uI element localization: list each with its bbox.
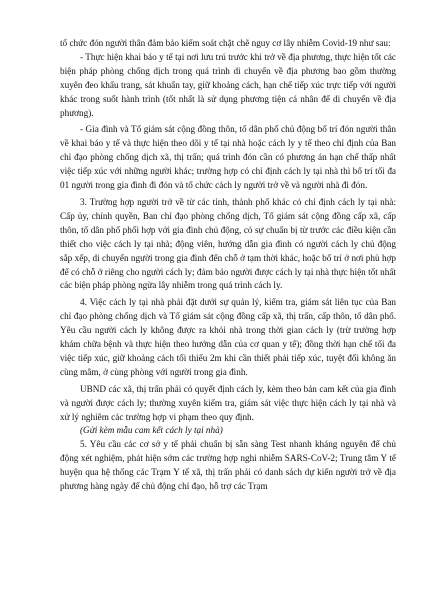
paragraph-bullet-declaration: - Thực hiện khai báo y tế tại nơi lưu trú trước khi trở về địa phương, thực hiện tốt các biện pháp phòng chống dịch trong quá trình di chuyển về địa phương bao gồm thường xuyên đeo khẩu trang, sát khuẩn tay, giữ khoảng cách, hạn chế tiếp xúc trực tiếp với người khác trong suốt hành trình (tốt nhất là sử dụng phương tiện cá nhân để di chuyển về địa phương).	[60, 51, 396, 118]
paragraph-section-4: 4. Việc cách ly tại nhà phải đặt dưới sự quản lý, kiểm tra, giám sát liên tục của Ban chỉ đạo phòng chống dịch và Tổ giám sát cộng đồng cấp xã, thị trấn, cấp thôn, tổ dân phố. Yêu cầu người cách ly không được ra khỏi nhà trong thời gian cách ly (trừ trường hợp khám chữa bệnh và thực hiện theo hướng dẫn của cơ quan y tế); đồng thời hạn chế tối đa việc tiếp xúc, giữ khoảng cách tối thiểu 2m khi cần thiết phải tiếp xúc, tuyệt đối không ăn cùng mâm, ở cùng phòng với người trong gia đình.	[60, 297, 396, 377]
paragraph-intro: tổ chức đón người thân đảm bảo kiểm soát chặt chẽ nguy cơ lây nhiễm Covid-19 như sau:	[60, 38, 391, 48]
paragraph-ubnd: UBND các xã, thị trấn phải có quyết định cách ly, kèm theo bản cam kết của gia đình và người được cách ly; thường xuyên kiểm tra, giám sát việc thực hiện cách ly tại nhà và xử lý nghiêm các trường hợp vi phạm theo quy định.	[60, 383, 396, 422]
paragraph-attachment-note: (Gửi kèm mẫu cam kết cách ly tại nhà)	[80, 425, 223, 436]
paragraph-section-5: 5. Yêu cầu các cơ sở y tế phải chuẩn bị sẵn sàng Test nhanh kháng nguyên để chủ động xét nghiệm, phát hiện sớm các trường hợp nghi nhiễm SARS-CoV-2; Trung tâm Y tế huyện qua hệ thống các Trạm Y tế xã, thị trấn phải có danh sách dự kiến người trở về địa phương hàng ngày để chủ động chỉ đạo, hỗ trợ các Trạm	[60, 439, 396, 492]
paragraph-bullet-family: - Gia đình và Tổ giám sát cộng đồng thôn, tổ dân phố chủ động bố trí đón người thân về khai báo y tế và thực hiện theo dõi y tế tại nhà hoặc cách ly y tế theo chỉ định của Ban chỉ đạo phòng chống dịch xã, thị trấn; quá trình đón cần có phương án hạn chế thấp nhất việc tiếp xúc với những người khác; trường hợp có chỉ định cách ly tại nhà thì bố trí tối đa 01 người trong gia đình đi đón và tổ chức cách ly người trở về và người nhà đi đón.	[60, 124, 396, 191]
document-page	[60, 37, 396, 494]
paragraph-section-3: 3. Trường hợp người trở về từ các tỉnh, thành phố khác có chỉ định cách ly tại nhà: Cấp ủy, chính quyền, Ban chỉ đạo phòng chống dịch, Tổ giám sát cộng đồng cấp xã, cấp thôn, tổ dân phố phối hợp với gia đình chủ động, có sự chuẩn bị từ trước các điều kiện cần thiết cho việc cách ly tại nhà; động viên, hướng dẫn gia đình có người cách ly chủ động sắp xếp, di chuyển người trong gia đình đến chỗ ở tạm thời khác, hoặc bố trí ở nơi phù hợp để có chỗ ở riêng cho người cách ly; đảm bảo người được cách ly tại nhà thực hiện tốt nhất các biện pháp phòng ngừa lây nhiễm trong quá trình cách ly.	[60, 196, 396, 291]
